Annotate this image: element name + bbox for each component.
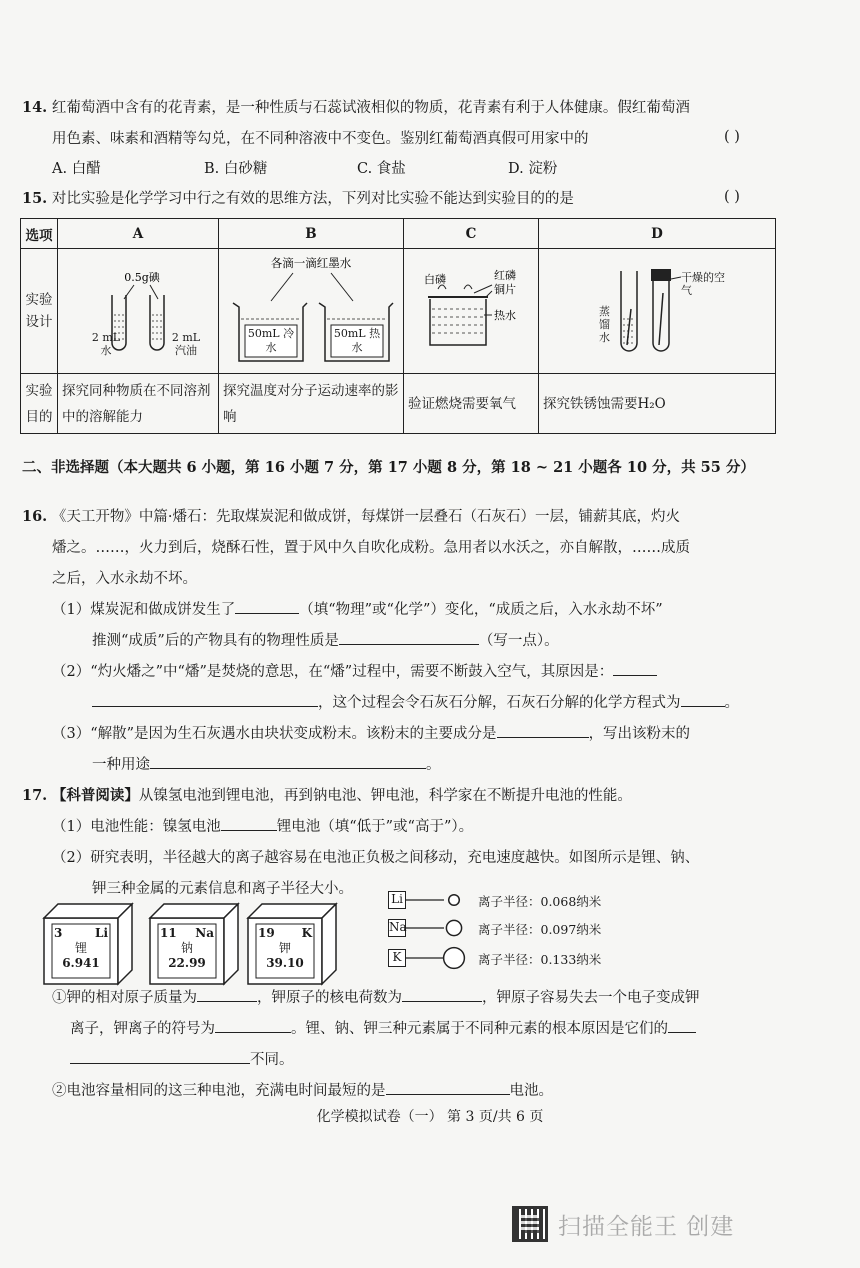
purpose-a: 探究同种物质在不同溶剂中的溶解能力 (58, 374, 219, 434)
q17-intro: 从镍氢电池到锂电池，再到钠电池、钾电池，科学家在不断提升电池的性能。 (138, 788, 632, 804)
li-mass: 6.941 (62, 956, 100, 970)
q17-number: 17. (22, 787, 48, 804)
q16-line1 (22, 507, 680, 527)
q17-blank-nuclear-charge[interactable] (402, 988, 482, 1002)
label-hot-water: 50mL 热水 (333, 327, 381, 354)
label-gasoline: 2 mL 汽油 (171, 331, 201, 357)
design-b (219, 249, 404, 374)
li-atomic-number: 3 (54, 926, 63, 940)
q17-sub1-line1 (52, 988, 700, 1008)
q15-answer-paren: ( ) (724, 189, 740, 205)
q17-p1-text-b: 锂电池（填“低于”或“高于”）。 (276, 819, 474, 835)
q14-option-d: D. 淀粉 (508, 161, 558, 177)
q17-sub1-line3 (70, 1050, 294, 1070)
experiment-table (20, 218, 776, 434)
purpose-c: 验证燃烧需要氧气 (404, 374, 539, 434)
q17-s1-text-d: 离子，钾离子的符号为 (70, 1021, 215, 1037)
header-b: B (219, 219, 404, 249)
label-red-ink: 各滴一滴红墨水 (270, 256, 352, 270)
q16-p1-text-b: （填“物理”或“化学”）变化，“成质之后，入水永劫不坏” (299, 602, 663, 618)
design-a (58, 249, 219, 374)
q16-text-1: 《天工开物》中篇·燔石：先取煤炭泥和做成饼，每煤饼一层叠石（石灰石）一层，铺薪其底，灼火 (51, 509, 680, 525)
q14-number: 14. (22, 99, 48, 116)
ion-radius-diagram (384, 888, 644, 972)
q17-sub2 (52, 1081, 553, 1101)
q16-blank-main-component[interactable] (497, 724, 589, 738)
li-name: 锂 (74, 941, 87, 955)
label-cold-water: 50mL 冷水 (247, 327, 295, 354)
q14-option-c: C. 食盐 (357, 161, 406, 177)
q15-line (22, 189, 574, 209)
q16-p2-text-b: ，这个过程会令石灰石分解，石灰石分解的化学方程式为 (318, 695, 681, 711)
q16-blank-reason[interactable] (92, 693, 318, 707)
ion-label-na: 离子半径：0.097纳米 (478, 922, 602, 937)
na-symbol: Na (195, 926, 214, 940)
label-dry-air: 干燥的空气 (681, 271, 725, 297)
q17-blank-reason[interactable] (70, 1050, 250, 1064)
row-label-design: 实验设计 (21, 249, 58, 374)
q17-s1-text-a: ①钾的相对原子质量为 (52, 990, 197, 1006)
k-name: 钾 (278, 941, 291, 955)
ion-label-k: 离子半径：0.133纳米 (478, 952, 602, 967)
q17-title: 【科普阅读】 (51, 787, 139, 804)
label-white-phosphorus: 白磷 (424, 273, 446, 286)
q17-s2-text-a: ②电池容量相同的这三种电池，充满电时间最短的是 (52, 1083, 386, 1099)
q17-p2-text-b: 钾三种金属的元素信息和离子半径大小。 (92, 881, 353, 897)
q17-blank-ion-symbol[interactable] (215, 1019, 291, 1033)
q16-p2-text-c: 。 (724, 695, 739, 711)
q14-text-1: 红葡萄酒中含有的花青素，是一种性质与石蕊试液相似的物质，花青素有利于人体健康。假红葡萄酒 (51, 100, 690, 116)
diagram-c (404, 249, 538, 373)
ion-box-li: Li (388, 891, 406, 909)
q16-number: 16. (22, 508, 48, 525)
label-water: 2 mL 水 (91, 331, 121, 357)
element-k-info (258, 926, 312, 971)
q16-text-3: 之后，入水永劫不坏。 (52, 571, 197, 587)
q16-p3-text-a: （3）“解散”是因为生石灰遇水由块状变成粉末。该粉末的主要成分是 (52, 726, 497, 742)
q17-blank-k-mass[interactable] (197, 988, 257, 1002)
q17-blank-reason-start[interactable] (668, 1019, 696, 1033)
ion-box-k: K (388, 949, 406, 967)
element-na-info (160, 926, 214, 971)
q17-sub1-line2 (70, 1019, 696, 1039)
ion-box-na: Na (388, 919, 406, 937)
q16-blank-usage[interactable] (150, 755, 426, 769)
q16-part1-line1 (52, 600, 663, 620)
q17-blank-performance[interactable] (221, 817, 277, 831)
q16-blank-change-type[interactable] (235, 600, 299, 614)
beaker-c (430, 299, 486, 345)
qr-code-icon (512, 1206, 548, 1242)
ion-label-li: 离子半径：0.068纳米 (478, 894, 602, 909)
q17-s2-text-b: 电池。 (509, 1083, 553, 1099)
li-symbol: Li (95, 926, 108, 940)
ion-circle-li (449, 895, 460, 906)
q17-part1 (52, 817, 473, 837)
watermark-text: 扫描全能王 创建 (558, 1213, 735, 1240)
header-c: C (404, 219, 539, 249)
diagram-d (539, 249, 775, 373)
element-cards (40, 900, 370, 988)
label-copper-sheet: 铜片 (494, 283, 516, 296)
label-iodine: 0.5g碘 (124, 271, 160, 284)
q14-option-a: A. 白醋 (52, 161, 101, 177)
label-distilled-water: 蒸馏水 (599, 305, 610, 344)
q14-answer-paren: ( ) (724, 129, 740, 145)
q16-p1-text-d: （写一点）。 (478, 633, 559, 649)
q15-number: 15. (22, 190, 48, 207)
q16-p1-text-c: 推测“成质”后的产物具有的物理性质是 (92, 633, 339, 649)
row-label-purpose: 实验目的 (21, 374, 58, 434)
q16-part3-line2 (92, 755, 441, 775)
design-d (539, 249, 776, 374)
q16-p3-text-d: 。 (426, 757, 441, 773)
q15-text: 对比实验是化学学习中行之有效的思维方法，下列对比实验不能达到实验目的的是 (51, 191, 574, 207)
element-li-info (54, 926, 108, 971)
design-c (404, 249, 539, 374)
q14-option-b: B. 白砂糖 (204, 161, 268, 177)
q16-p3-text-c: 一种用途 (92, 757, 150, 773)
q16-blank-equation[interactable] (681, 693, 725, 707)
q14-line2 (52, 129, 589, 149)
scanner-watermark (512, 1206, 782, 1242)
k-atomic-number: 19 (258, 926, 275, 940)
purpose-b: 探究温度对分子运动速率的影响 (219, 374, 404, 434)
q16-part3-line1 (52, 724, 690, 744)
q17-blank-fastest-battery[interactable] (386, 1081, 510, 1095)
label-red-phosphorus: 红磷 (494, 269, 516, 282)
q16-p2-text-a: （2）“灼火燔之”中“燔”是焚烧的意思，在“燔”过程中，需要不断鼓入空气，其原因是： (52, 664, 614, 680)
k-symbol: K (301, 926, 312, 940)
test-tube-distilled (621, 271, 637, 351)
header-a: A (58, 219, 219, 249)
q16-part1-line2 (92, 631, 559, 651)
q17-p1-text-a: （1）电池性能：镍氢电池 (52, 819, 221, 835)
rubber-stopper (651, 269, 671, 281)
k-mass: 39.10 (266, 956, 304, 970)
label-hot-water-c: 热水 (494, 309, 516, 322)
q16-text-2: 燔之。……，火力到后，烧酥石性，置于风中久自吹化成粉。急用者以水沃之，亦自解散，……成质 (52, 540, 690, 556)
q17-line1 (22, 786, 632, 806)
q17-s1-text-f: 不同。 (250, 1052, 294, 1068)
q17-s1-text-b: ，钾原子的核电荷数为 (257, 990, 402, 1006)
q16-p3-text-b: ，写出该粉末的 (588, 726, 691, 742)
q17-s1-text-c: ，钾原子容易失去一个电子变成钾 (482, 990, 700, 1006)
na-name: 钠 (180, 941, 193, 955)
q16-blank-reason-start[interactable] (613, 662, 657, 676)
ion-circle-na (446, 920, 461, 935)
header-d: D (539, 219, 776, 249)
section-2-heading: 二、非选择题（本大题共 6 小题，第 16 小题 7 分，第 17 小题 8 分，第 18 ~ 21 小题各 10 分，共 55 分） (22, 459, 755, 476)
q14-text-2: 用色素、味素和酒精等勾兑，在不同种溶液中不变色。鉴别红葡萄酒真假可用家中的 (52, 131, 589, 147)
page-footer: 化学模拟试卷（一） 第 3 页/共 6 页 (316, 1109, 544, 1125)
na-atomic-number: 11 (160, 926, 177, 940)
q16-p1-text-a: （1）煤炭泥和做成饼发生了 (52, 602, 236, 618)
q16-part2-line2 (92, 693, 739, 713)
q17-s1-text-e: 。锂、钠、钾三种元素属于不同种元素的根本原因是它们的 (291, 1021, 668, 1037)
header-option: 选项 (21, 219, 58, 249)
test-tube-gasoline (150, 295, 164, 350)
q17-p2-text-a: （2）研究表明，半径越大的离子越容易在电池正负极之间移动，充电速度越快。如图所示是锂、钠、 (52, 850, 700, 866)
na-mass: 22.99 (168, 956, 206, 970)
ion-circle-k (444, 948, 465, 969)
q14-line1 (22, 98, 690, 118)
q16-part2-line1 (52, 662, 657, 682)
purpose-d: 探究铁锈蚀需要H₂O (539, 374, 776, 434)
q16-blank-physical-property[interactable] (339, 631, 479, 645)
